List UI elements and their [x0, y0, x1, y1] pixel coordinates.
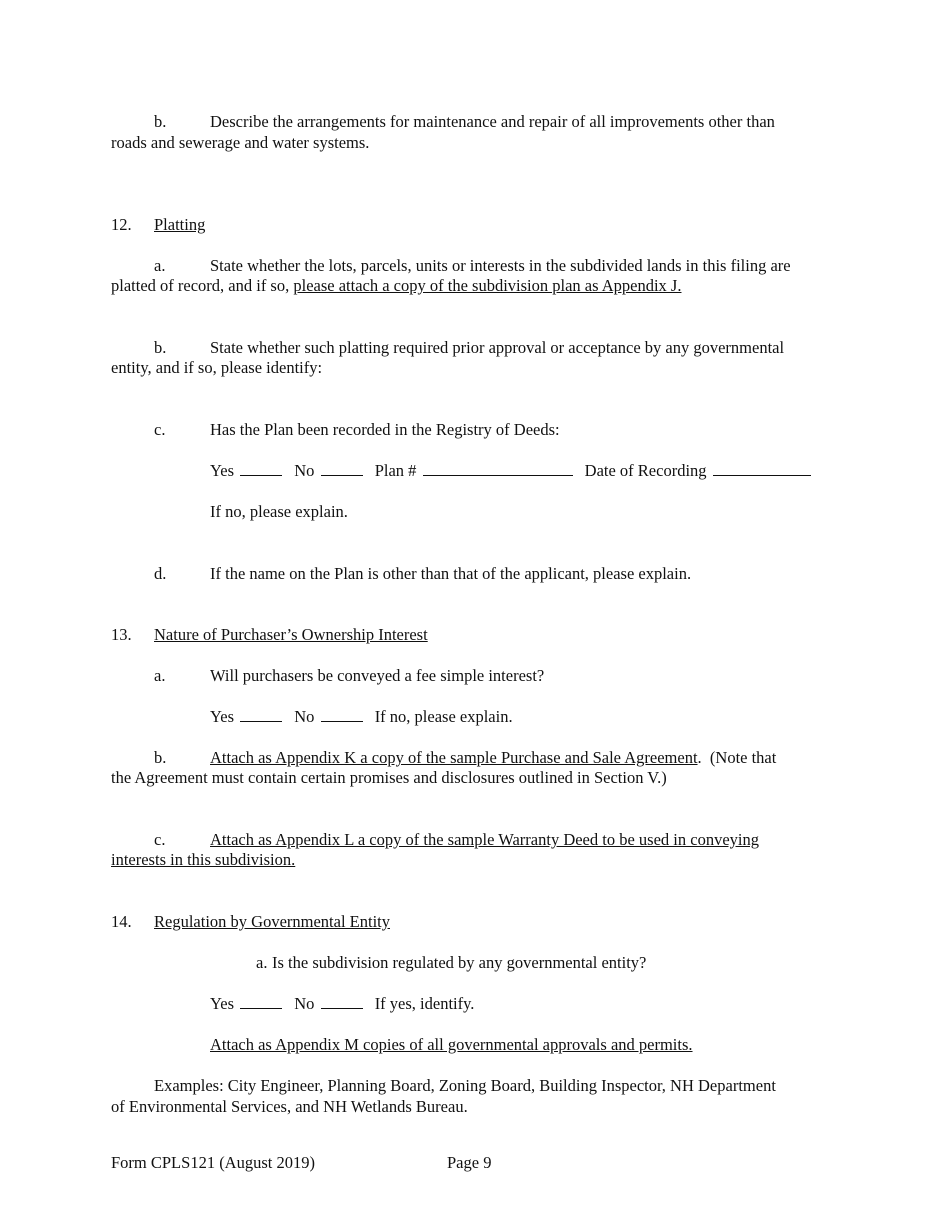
yes-label: Yes [210, 461, 235, 480]
footer-page-number: Page 9 [447, 1153, 492, 1172]
item-13b-underlined: Attach as Appendix K a copy of the sample Purchase and Sale Agreement [210, 748, 698, 767]
item-14a-answer-row [210, 994, 474, 1014]
no-blank[interactable] [321, 707, 363, 722]
item-12a-line2-plain: platted of record, and if so, [111, 276, 290, 295]
item-13c-line2: interests in this subdivision. [111, 850, 296, 869]
no-blank[interactable] [321, 994, 363, 1009]
date-of-recording-label: Date of Recording [584, 461, 707, 480]
item-12c-text: Has the Plan been recorded in the Registry of Deeds: [210, 420, 560, 439]
item-12d-text: If the name on the Plan is other than that of the applicant, please explain. [210, 564, 692, 583]
item-11b-line2: roads and sewerage and water systems. [111, 133, 370, 152]
section-12-title: Platting [154, 215, 206, 234]
yes-label: Yes [210, 707, 235, 726]
plan-number-label: Plan # [374, 461, 417, 480]
item-13a-text: Will purchasers be conveyed a fee simple interest? [210, 666, 545, 685]
item-12c-letter: c. [154, 420, 166, 439]
item-11b-line1: Describe the arrangements for maintenance and repair of all improvements other than [210, 112, 775, 131]
examples-line2: of Environmental Services, and NH Wetlands Bureau. [111, 1097, 468, 1116]
item-13a-letter: a. [154, 666, 166, 685]
no-label: No [294, 994, 315, 1013]
footer-form-id: Form CPLS121 (August 2019) [111, 1153, 315, 1172]
item-13b-line1 [210, 748, 776, 768]
item-12b-line2: entity, and if so, please identify: [111, 358, 323, 377]
yes-blank[interactable] [240, 461, 282, 476]
section-14-number: 14. [111, 912, 132, 931]
no-label: No [294, 707, 315, 726]
item-13c-line1: Attach as Appendix L a copy of the sample Warranty Deed to be used in conveying [210, 830, 759, 849]
item-14a-text: Is the subdivision regulated by any governmental entity? [272, 953, 647, 972]
no-label: No [294, 461, 315, 480]
item-12c-answer-row [210, 461, 811, 481]
appendix-m-instruction: Attach as Appendix M copies of all governmental approvals and permits. [210, 1035, 693, 1054]
item-13b-note-start: . (Note that [697, 748, 777, 767]
section-13-number: 13. [111, 625, 132, 644]
item-13c-letter: c. [154, 830, 166, 849]
no-blank[interactable] [321, 461, 363, 476]
item-12d-letter: d. [154, 564, 167, 583]
item-12a-line2-underlined: please attach a copy of the subdivision plan as Appendix J. [293, 276, 682, 295]
section-12-number: 12. [111, 215, 132, 234]
item-13a-answer-row [210, 707, 513, 727]
item-12a-line2 [111, 276, 681, 296]
item-13b-line2: the Agreement must contain certain promises and disclosures outlined in Section V.) [111, 768, 667, 787]
item-12a-line1: State whether the lots, parcels, units or interests in the subdivided lands in this filing are [210, 256, 791, 275]
date-of-recording-blank[interactable] [713, 461, 811, 476]
item-12c-explain: If no, please explain. [210, 502, 348, 521]
yes-blank[interactable] [240, 994, 282, 1009]
yes-blank[interactable] [240, 707, 282, 722]
item-12b-letter: b. [154, 338, 167, 357]
section-13-title: Nature of Purchaser’s Ownership Interest [154, 625, 428, 644]
section-14-title: Regulation by Governmental Entity [154, 912, 390, 931]
yes-label: Yes [210, 994, 235, 1013]
item-12b-line1: State whether such platting required prior approval or acceptance by any governmental [210, 338, 785, 357]
item-11b-letter: b. [154, 112, 167, 131]
item-14a-letter: a. [256, 953, 268, 972]
item-12a-letter: a. [154, 256, 166, 275]
identify-text: If yes, identify. [374, 994, 475, 1013]
examples-line1: Examples: City Engineer, Planning Board, Zoning Board, Building Inspector, NH Department [154, 1076, 776, 1095]
item-13b-letter: b. [154, 748, 167, 767]
plan-number-blank[interactable] [423, 461, 573, 476]
explain-text: If no, please explain. [374, 707, 513, 726]
